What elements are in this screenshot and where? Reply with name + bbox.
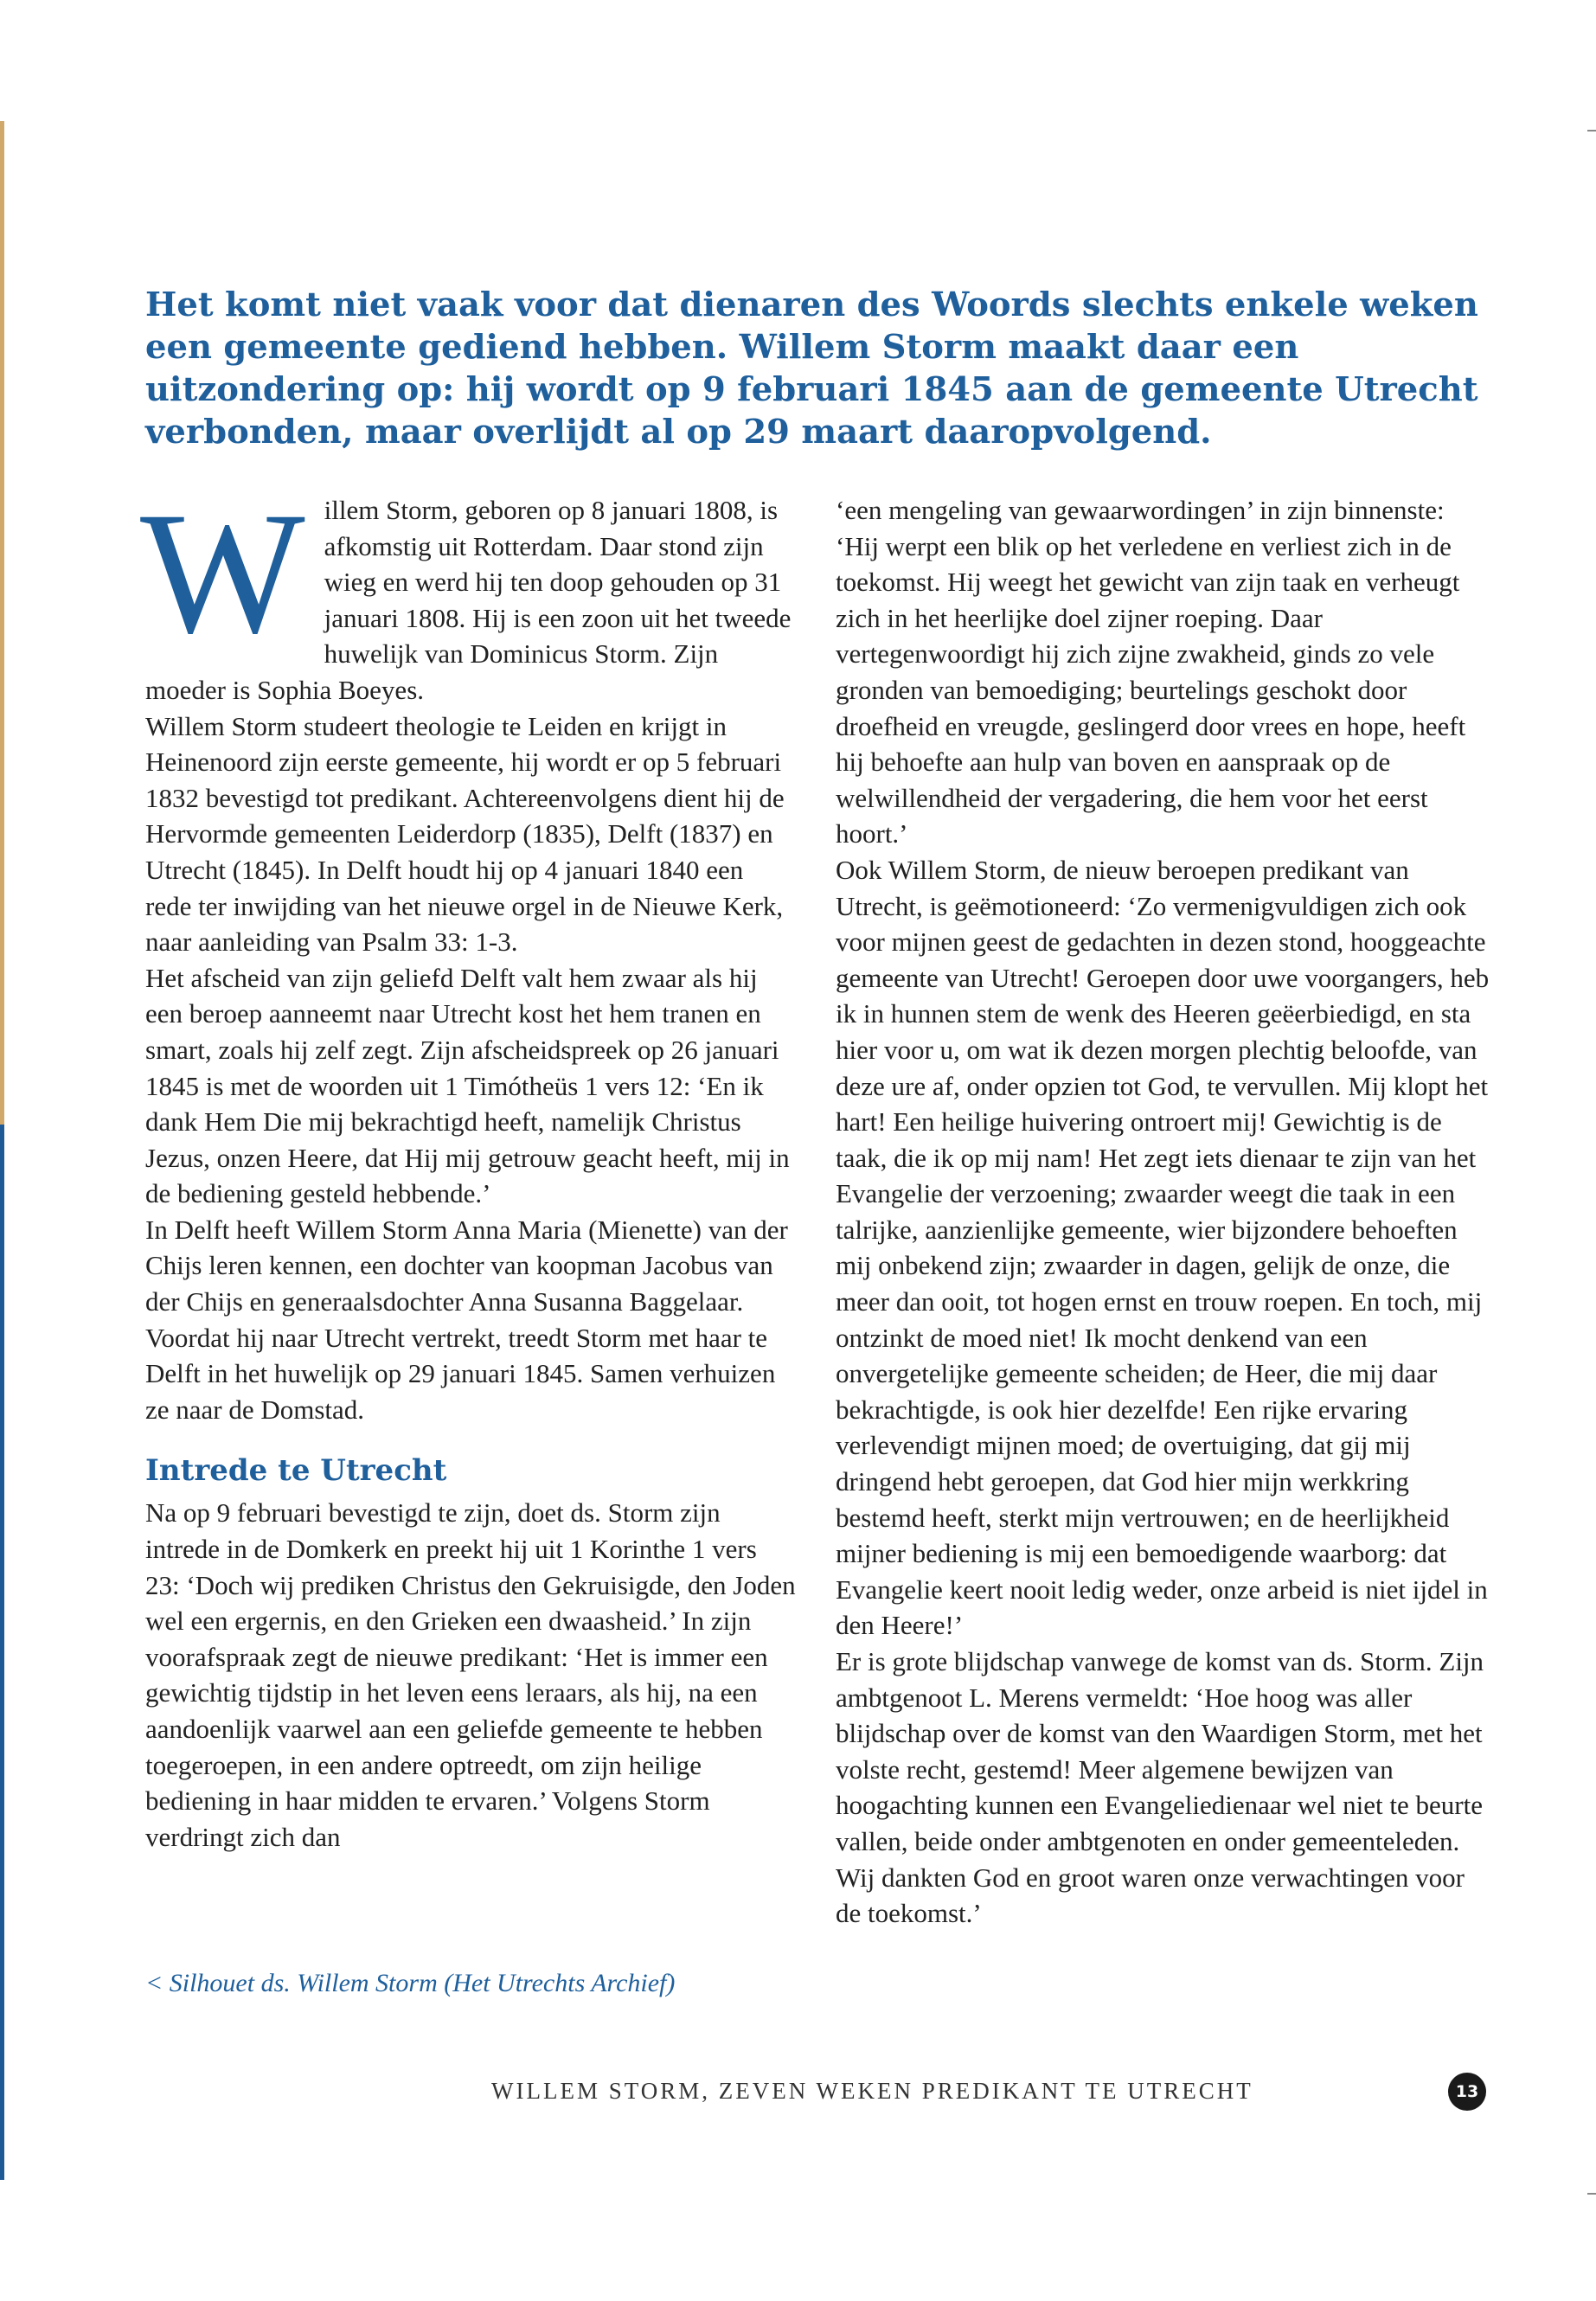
page-number-badge: 13	[1448, 2073, 1486, 2111]
drop-cap: W	[140, 476, 305, 670]
section-heading: Intrede te Utrecht	[145, 1453, 447, 1489]
body-paragraph: Het afscheid van zijn geliefd Delft valt hem zwaar als hij een beroep aanneemt naar Utrecht kost het hem tranen en smart, zoals hij zelf zegt. Zijn afscheidspreek op 26 januari 1845 is met de woorden uit 1 Timótheüs 1 vers 12: ‘En ik dank Hem Die mij bekrachtigd heeft, namelijk Christus Jezus, onzen Heere, dat Hij mij getrouw geacht heeft, mij in de bediening gesteld hebbende.’	[145, 962, 790, 1209]
intro-paragraph: Het komt niet vaak voor dat dienaren des Woords slechts enkele weken een gemeente gediend hebben. Willem Storm maakt daar een uitzondering op: hij wordt op 9 februari 1845 aan de gemeente Utrecht verbonden, maar overlijdt al op 29 maart daaropvolgend.	[145, 285, 1478, 452]
left-column	[140, 476, 796, 1855]
crop-mark-top	[1587, 130, 1596, 131]
body-paragraph: Er is grote blijdschap vanwege de komst van ds. Storm. Zijn ambtgenoot L. Merens vermeldt: ‘Hoe hoog was aller blijdschap over de komst van den Waardigen Storm, met het volste recht, gestemd! Meer algemene bewijzen van hoogachting kunnen een Evangeliedienaar wel niet te beurte vallen, beide onder ambtgenoten en onder gemeenteleden. Wij dankten God en groot waren onze verwachtingen voor de toekomst.’	[836, 1646, 1484, 1929]
body-paragraph: ‘een mengeling van gewaarwordingen’ in zijn binnenste: ‘Hij werpt een blik op het verledene en verliest zich in de toekomst. Hij weegt het gewicht van zijn taak en verheugt zich in het heerlijke doel zijner roeping. Daar vertegenwoordigt hij zich zijne zwakheid, ginds zo vele gronden van bemoediging; beurtelings geschokt door droefheid en vreugde, geslingerd door vrees en hope, heeft hij behoefte aan hulp van boven en aanspraak op de welwillendheid der vergadering, die hem voor het eerst hoort.’	[836, 495, 1466, 849]
body-paragraph: Willem Storm studeert theologie te Leiden en krijgt in Heinenoord zijn eerste gemeente, hij wordt er op 5 februari 1832 bevestigd tot predikant. Achtereenvolgens dient hij de Hervormde gemeenten Leiderdorp (1835), Delft (1837) en Utrecht (1845). In Delft houdt hij op 4 januari 1840 een rede ter inwijding van het nieuwe orgel in de Nieuwe Kerk, naar aanleiding van Psalm 33: 1-3.	[145, 710, 785, 958]
body-paragraph: Ook Willem Storm, de nieuw beroepen predikant van Utrecht, is geëmotioneerd: ‘Zo vermenigvuldigen zich ook voor mijnen geest de gedachten in dezen stond, hooggeachte gemeente van Utrecht! Geroepen door uwe voorgangers, heb ik in hunnen stem de wenk des Heeren geëerbiedigd, en sta hier voor u, om wat ik dezen morgen plechtig beloofde, van deze ure af, onder opzien tot God, te vervullen. Mij klopt het hart! Een heilige huivering ontroert mij! Gewichtig is de taak, die ik op mij nam! Het zegt iets dienaar te zijn van het Evangelie der verzoening; zwaarder weegt die taak in een talrijke, aanzienlijke gemeente, wier bijzondere behoeften mij onbekend zijn; zwaarder in dagen, gelijk de onze, die meer dan ooit, tot hogen ernst en trouw roepen. En toch, mij ontzinkt de moed niet! Ik mocht denkend van een onvergetelijke gemeente scheiden; de Heer, die mij daar bekrachtigde, is ook hier dezelfde! Een rijke ervaring verlevendigt mijnen moed; de overtuiging, dat gij mij dringend hebt geroepen, dat God hier mijn werkkring bestemd heeft, sterkt mijn vertrouwen; en de heerlijkheid mijner bediening is mij een bemoedigende waarborg: dat Evangelie keert nooit ledig weder, onze arbeid is niet ijdel in den Heere!’	[836, 854, 1490, 1641]
left-margin-rule-blue	[0, 1125, 4, 2180]
body-paragraph: illem Storm, geboren op 8 januari 1808, is afkomstig uit Rotterdam. Daar stond zijn wieg en werd hij ten doop gehouden op 31 januari 1808. Hij is een zoon uit het tweede huwelijk van Dominicus Storm. Zijn moeder is Sophia Boeyes.	[145, 495, 792, 705]
image-caption: < Silhouet ds. Willem Storm (Het Utrechts Archief)	[145, 1969, 676, 1997]
body-paragraph: In Delft heeft Willem Storm Anna Maria (Mienette) van der Chijs leren kennen, een dochter van koopman Jacobus van der Chijs en generaalsdochter Anna Susanna Baggelaar. Voordat hij naar Utrecht vertrekt, treedt Storm met haar te Delft in het huwelijk op 29 januari 1845. Samen verhuizen ze naar de Domstad.	[145, 1214, 788, 1425]
body-paragraph: Na op 9 februari bevestigd te zijn, doet ds. Storm zijn intrede in de Domkerk en preekt hij uit 1 Korinthe 1 vers 23: ‘Doch wij prediken Christus den Gekruisigde, den Joden wel een ergernis, en den Grieken een dwaasheid.’ In zijn voorafspraak zegt de nieuwe predikant: ‘Het is immer een gewichtig tijdstip in het leven eens leraars, als hij, na een aandoenlijk vaarwel aan een geliefde gemeente te hebben toegeroepen, in een andere optreedt, om zijn heilige bediening in haar midden te ervaren.’ Volgens Storm verdringt zich dan	[145, 1497, 796, 1852]
right-column	[836, 492, 1493, 1932]
running-footer: WILLEM STORM, ZEVEN WEKEN PREDIKANT TE UTRECHT	[491, 2078, 1253, 2104]
crop-mark-bottom	[1587, 2193, 1596, 2195]
